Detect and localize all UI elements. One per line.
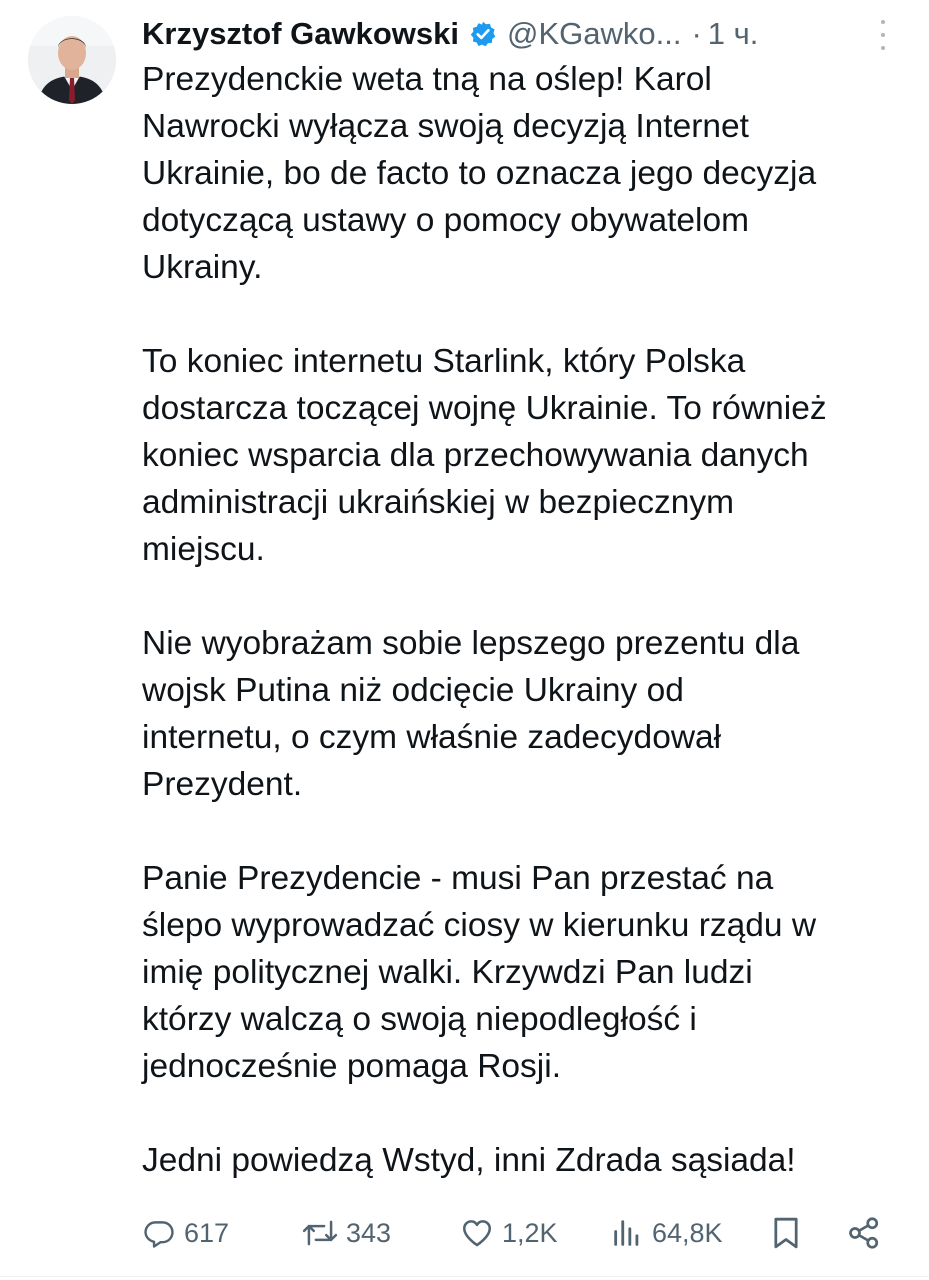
views-count: 64,8K — [652, 1217, 723, 1248]
repost-count: 343 — [346, 1217, 392, 1248]
tweet-paragraph-2: To koniec internetu Starlink, który Polska dostarcza toczącej wojnę Ukrainie. To również koniec wsparcia dla przechowywania danych administracji ukraińskiej w bezpiecznym miejscu. — [142, 343, 827, 568]
verified-badge-icon — [469, 20, 497, 48]
action-bar — [142, 1208, 902, 1258]
tweet-paragraph-4: Panie Prezydencie - musi Pan przestać na ślepo wyprowadzać ciosy w kierunku rządu w imię politycznej walki. Krzywdzi Pan ludzi którzy walczą o swoją niepodległość i jednocześnie pomaga Rosji. — [142, 860, 817, 1085]
divider — [0, 1276, 929, 1277]
reply-count: 617 — [184, 1217, 230, 1248]
tweet-header — [142, 10, 902, 58]
reply-button[interactable] — [142, 1208, 229, 1258]
separator-dot: · — [691, 16, 702, 51]
share-button[interactable] — [846, 1208, 882, 1258]
repost-button[interactable] — [302, 1208, 391, 1258]
bookmark-icon — [770, 1215, 802, 1251]
timestamp[interactable]: 1 ч. — [707, 16, 759, 51]
repost-icon — [302, 1216, 338, 1250]
avatar-image — [28, 16, 116, 104]
author-handle[interactable]: @KGawko... — [506, 16, 682, 51]
tweet-paragraph-1: Prezydenckie weta tną na oślep! Karol Nawrocki wyłącza swoją decyzją Internet Ukrainie, bo de facto to oznacza jego decyzja dotyczącą ustawy o pomocy obywatelom Ukrainy. — [142, 61, 817, 286]
views-bar-chart-icon — [610, 1216, 644, 1250]
like-count: 1,2K — [502, 1217, 558, 1248]
share-icon — [846, 1215, 882, 1251]
bookmark-button[interactable] — [770, 1208, 802, 1258]
author-name[interactable]: Krzysztof Gawkowski — [142, 16, 459, 51]
reply-icon — [142, 1216, 176, 1250]
like-button[interactable] — [460, 1208, 558, 1258]
tweet-paragraph-3: Nie wyobrażam sobie lepszego prezentu dla wojsk Putina niż odcięcie Ukrainy od internetu, o czym właśnie zadecydował Prezydent. — [142, 625, 800, 803]
avatar[interactable] — [28, 16, 116, 104]
tweet-paragraph-5: Jedni powiedzą Wstyd, inni Zdrada sąsiada! — [142, 1142, 796, 1179]
heart-icon — [460, 1216, 494, 1250]
more-vertical-icon[interactable] — [872, 20, 894, 50]
views-button[interactable] — [610, 1208, 723, 1258]
tweet-text — [142, 56, 912, 1184]
